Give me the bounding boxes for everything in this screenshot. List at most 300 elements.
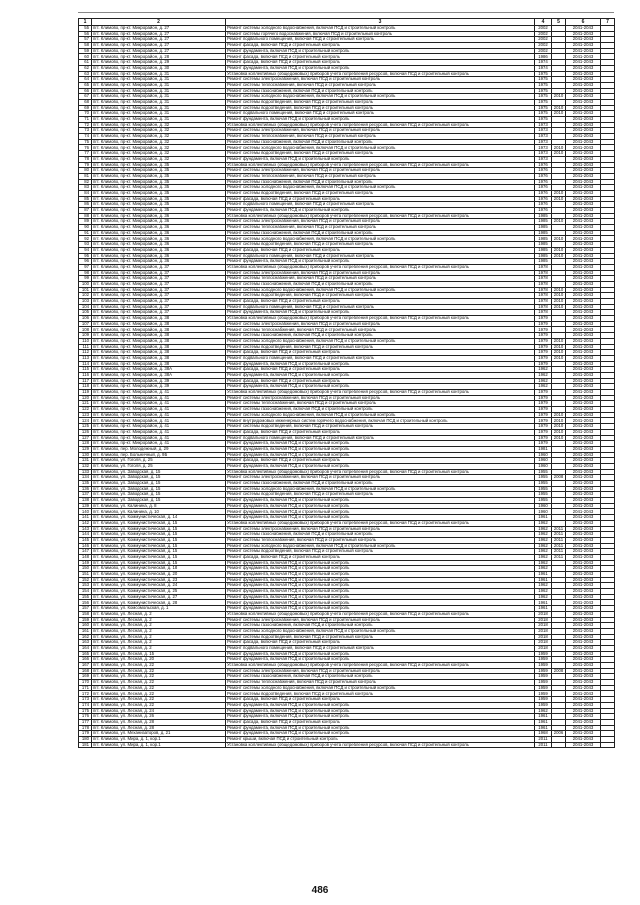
- build-year-cell: 1973: [535, 145, 552, 151]
- address-cell: пгт. Климово, пр-кт. Микрорайон, д. 38А: [92, 372, 226, 378]
- planned-period-cell: 2041-2043: [566, 549, 601, 555]
- row-number: 94: [79, 247, 92, 253]
- planned-period-cell: 2041-2043: [566, 54, 601, 60]
- build-year-cell: 1979: [535, 441, 552, 447]
- last-repair-year-cell: 2010: [552, 304, 566, 310]
- planned-period-cell: 2041-2043: [566, 719, 601, 725]
- build-year-cell: 1978: [535, 299, 552, 305]
- planned-period-cell: 2041-2043: [566, 560, 601, 566]
- work-type-cell: Ремонт системы газоснабжения, включая ПСД и строительный контроль: [226, 407, 535, 413]
- work-type-cell: Установка коллективных (общедомовых) приборов учета потребления ресурсов, включая ПСД и строительный контроль: [226, 390, 535, 396]
- row-number: 62: [79, 65, 92, 71]
- build-year-cell: 1975: [535, 99, 552, 105]
- work-type-cell: Установка коллективных (общедомовых) приборов учета потребления ресурсов, включая ПСД и строительный контроль: [226, 520, 535, 526]
- planned-period-cell: 2041-2043: [566, 731, 601, 737]
- planned-period-cell: 2041-2043: [566, 429, 601, 435]
- planned-period-cell: 2041-2043: [566, 111, 601, 117]
- row-number: 77: [79, 151, 92, 157]
- build-year-cell: 1985: [535, 230, 552, 236]
- row-number: 174: [79, 702, 92, 708]
- address-cell: пгт. Климово, пр-кт. Микрорайон, д. 35: [92, 202, 226, 208]
- work-type-cell: Ремонт фундамента, включая ПСД и строительный контроль: [226, 606, 535, 612]
- build-year-cell: 1985: [535, 225, 552, 231]
- row-number: 104: [79, 304, 92, 310]
- address-cell: пгт. Климово, ул. Комсомольская, д. 1: [92, 606, 226, 612]
- row-number: 154: [79, 589, 92, 595]
- planned-period-cell: 2041-2043: [566, 702, 601, 708]
- work-type-cell: Ремонт системы электроснабжения, включая ПСД и строительный контроль: [226, 219, 535, 225]
- address-cell: пгт. Климово, ул. Заводская, д. 15: [92, 469, 226, 475]
- build-year-cell: 1976: [535, 196, 552, 202]
- planned-period-cell: 2041-2043: [566, 520, 601, 526]
- planned-period-cell: 2041-2043: [566, 418, 601, 424]
- build-year-cell: 2018: [535, 645, 552, 651]
- work-type-cell: Ремонт внутридомовых инженерных систем горячего водоснабжения, включая ПСД и строительный контроль: [226, 418, 535, 424]
- last-repair-year-cell: 2010: [552, 105, 566, 111]
- row-number: 56: [79, 31, 92, 37]
- row-number: 74: [79, 134, 92, 140]
- work-type-cell: Установка коллективных (общедомовых) приборов учета потребления ресурсов, включая ПСД и строительный контроль: [226, 264, 535, 270]
- row-number: 177: [79, 719, 92, 725]
- address-cell: пгт. Климово, пр-кт. Микрорайон, д. 35: [92, 190, 226, 196]
- planned-period-cell: 2041-2043: [566, 276, 601, 282]
- work-type-cell: Ремонт фундамента, включая ПСД и строительный контроль: [226, 117, 535, 123]
- address-cell: пгт. Климово, пр-кт. Микрорайон, д. 37: [92, 276, 226, 282]
- work-type-cell: Ремонт системы газоснабжения, включая ПСД и строительный контроль: [226, 333, 535, 339]
- planned-period-cell: 2041-2043: [566, 219, 601, 225]
- build-year-cell: 1979: [535, 338, 552, 344]
- planned-period-cell: 2041-2043: [566, 554, 601, 560]
- work-type-cell: Ремонт системы газоснабжения, включая ПСД и строительный контроль: [226, 481, 535, 487]
- planned-period-cell: 2041-2043: [566, 481, 601, 487]
- address-cell: пгт. Климово, пр-кт. Микрорайон, д. 35: [92, 162, 226, 168]
- work-type-cell: Ремонт системы газоснабжения, включая ПСД и строительный контроль: [226, 230, 535, 236]
- build-year-cell: 1955: [535, 498, 552, 504]
- address-cell: пгт. Климово, пр-кт. Микрорайон, д. 39: [92, 384, 226, 390]
- work-type-cell: Ремонт фасада, включая ПСД и строительный контроль: [226, 378, 535, 384]
- build-year-cell: 1961: [535, 606, 552, 612]
- address-cell: пгт. Климово, ул. Коммунистическая, д. 15: [92, 549, 226, 555]
- row-number: 81: [79, 173, 92, 179]
- planned-period-cell: 2041-2043: [566, 316, 601, 322]
- work-type-cell: Ремонт фасада, включая ПСД и строительный контроль: [226, 43, 535, 49]
- row-number: 91: [79, 230, 92, 236]
- address-cell: пгт. Климово, пер. Молодежный, д. 29: [92, 446, 226, 452]
- row-number: 133: [79, 469, 92, 475]
- work-type-cell: Ремонт подвального помещения, включая ПСД и строительный контроль: [226, 304, 535, 310]
- address-cell: пгт. Климово, пр-кт. Микрорайон, д. 28: [92, 54, 226, 60]
- row-number: 130: [79, 452, 92, 458]
- build-year-cell: 1978: [535, 281, 552, 287]
- work-type-cell: Ремонт системы холодного водоснабжения, включая ПСД и строительный контроль: [226, 236, 535, 242]
- planned-period-cell: 2041-2043: [566, 446, 601, 452]
- row-number: 150: [79, 566, 92, 572]
- work-type-cell: Ремонт системы горячего водоснабжения, включая ПСД и строительный контроль: [226, 31, 535, 37]
- build-year-cell: 1959: [535, 697, 552, 703]
- row-number: 143: [79, 526, 92, 532]
- planned-period-cell: 2041-2043: [566, 657, 601, 663]
- address-cell: пгт. Климово, ул. Коммунистическая, д. 18: [92, 566, 226, 572]
- address-cell: пгт. Климово, пр-кт. Микрорайон, д. 38: [92, 321, 226, 327]
- build-year-cell: 1979: [535, 435, 552, 441]
- address-cell: пгт. Климово, пр-кт. Микрорайон, д. 41: [92, 395, 226, 401]
- row-number: 96: [79, 259, 92, 265]
- planned-period-cell: 2041-2043: [566, 441, 601, 447]
- row-number: 85: [79, 196, 92, 202]
- work-type-cell: Ремонт фундамента, включая ПСД и строительный контроль: [226, 498, 535, 504]
- planned-period-cell: 2041-2043: [566, 310, 601, 316]
- work-type-cell: Установка коллективных (общедомовых) приборов учета потребления ресурсов, включая ПСД и строительный контроль: [226, 742, 535, 748]
- address-cell: пгт. Климово, пр-кт. Микрорайон, д. 38: [92, 361, 226, 367]
- address-cell: пгт. Климово, ул. Коммунистическая, д. 15: [92, 532, 226, 538]
- row-number: 82: [79, 179, 92, 185]
- work-type-cell: Ремонт крыши, включая ПСД и строительный контроль: [226, 736, 535, 742]
- row-number: 58: [79, 43, 92, 49]
- address-cell: пгт. Климово, пр-кт. Микрорайон, д. 41: [92, 429, 226, 435]
- work-type-cell: Ремонт системы водоотведения, включая ПСД и строительный контроль: [226, 424, 535, 430]
- address-cell: пгт. Климово, ул. Заводская, д. 15: [92, 475, 226, 481]
- work-type-cell: Ремонт фундамента, включая ПСД и строительный контроль: [226, 594, 535, 600]
- build-year-cell: 1979: [535, 361, 552, 367]
- build-year-cell: 1961: [535, 725, 552, 731]
- last-repair-year-cell: 2010: [552, 299, 566, 305]
- row-number: 140: [79, 509, 92, 515]
- work-type-cell: Ремонт подвального помещения, включая ПСД и строительный контроль: [226, 37, 535, 43]
- row-number: 158: [79, 611, 92, 617]
- build-year-cell: 1960: [535, 452, 552, 458]
- work-type-cell: Ремонт фундамента, включая ПСД и строительный контроль: [226, 600, 535, 606]
- work-type-cell: Ремонт фундамента, включая ПСД и строительный контроль: [226, 503, 535, 509]
- address-cell: пгт. Климово, пр-кт. Микрорайон, д. 35: [92, 173, 226, 179]
- work-type-cell: Ремонт системы газоснабжения, включая ПСД и строительный контроль: [226, 88, 535, 94]
- address-cell: пгт. Климово, ул. Коммунистическая, д. 24: [92, 583, 226, 589]
- row-number: 109: [79, 333, 92, 339]
- row-number: 106: [79, 316, 92, 322]
- build-year-cell: 1979: [535, 395, 552, 401]
- planned-period-cell: 2041-2043: [566, 299, 601, 305]
- address-cell: пгт. Климово, пр-кт. Микрорайон, д. 41: [92, 441, 226, 447]
- build-year-cell: 1979: [535, 390, 552, 396]
- work-type-cell: Ремонт системы холодного водоснабжения, включая ПСД и строительный контроль: [226, 685, 535, 691]
- planned-period-cell: 2041-2043: [566, 168, 601, 174]
- row-number: 162: [79, 634, 92, 640]
- row-number: 165: [79, 651, 92, 657]
- address-cell: пгт. Климово, пр-кт. Микрорайон, д. 35: [92, 168, 226, 174]
- build-year-cell: 2011: [535, 736, 552, 742]
- row-number: 84: [79, 190, 92, 196]
- address-cell: пгт. Климово, пр-кт. Микрорайон, д. 41: [92, 424, 226, 430]
- planned-period-cell: 2041-2043: [566, 350, 601, 356]
- build-year-cell: 1960: [535, 463, 552, 469]
- last-repair-year-cell: 2010: [552, 94, 566, 100]
- work-type-cell: Ремонт фасада, включая ПСД и строительный контроль: [226, 554, 535, 560]
- address-cell: пгт. Климово, пр-кт. Микрорайон, д. 31: [92, 111, 226, 117]
- planned-period-cell: 2041-2043: [566, 395, 601, 401]
- planned-period-cell: 2041-2043: [566, 134, 601, 140]
- work-type-cell: Ремонт фундамента, включая ПСД и строительный контроль: [226, 714, 535, 720]
- top-rule: [78, 12, 614, 13]
- build-year-cell: 1955: [535, 481, 552, 487]
- row-number: 111: [79, 344, 92, 350]
- address-cell: пгт. Климово, ул. Коммунистическая, д. 20: [92, 572, 226, 578]
- address-cell: пгт. Климово, пр-кт. Микрорайон, д. 38: [92, 350, 226, 356]
- row-number: 180: [79, 736, 92, 742]
- planned-period-cell: 2041-2043: [566, 424, 601, 430]
- address-cell: пгт. Климово, пр-кт. Микрорайон, д. 30: [92, 65, 226, 71]
- work-type-cell: Ремонт системы газоснабжения, включая ПСД и строительный контроль: [226, 623, 535, 629]
- address-cell: пгт. Климово, пр-кт. Микрорайон, д. 38А: [92, 367, 226, 373]
- work-type-cell: Установка коллективных (общедомовых) приборов учета потребления ресурсов, включая ПСД и строительный контроль: [226, 122, 535, 128]
- last-repair-year-cell: 2010: [552, 429, 566, 435]
- build-year-cell: 1962: [535, 384, 552, 390]
- planned-period-cell: 2041-2043: [566, 390, 601, 396]
- address-cell: пгт. Климово, пр-кт. Микрорайон, д. 38: [92, 333, 226, 339]
- planned-period-cell: 2041-2043: [566, 680, 601, 686]
- row-number: 103: [79, 299, 92, 305]
- row-number: 88: [79, 213, 92, 219]
- address-cell: пгт. Климово, пр-кт. Микрорайон, д. 31: [92, 88, 226, 94]
- last-repair-year-cell: 2010: [552, 145, 566, 151]
- row-number: 138: [79, 498, 92, 504]
- row-number: 114: [79, 361, 92, 367]
- row-number: 119: [79, 390, 92, 396]
- work-type-cell: Ремонт фасада, включая ПСД и строительный контроль: [226, 719, 535, 725]
- address-cell: пгт. Климово, пр-кт. Микрорайон, д. 31: [92, 99, 226, 105]
- work-type-cell: Ремонт системы теплоснабжения, включая ПСД и строительный контроль: [226, 225, 535, 231]
- work-type-cell: Ремонт системы теплоснабжения, включая ПСД и строительный контроль: [226, 537, 535, 543]
- work-type-cell: Ремонт системы водоотведения, включая ПСД и строительный контроль: [226, 99, 535, 105]
- build-year-cell: 2018: [535, 617, 552, 623]
- row-number: 151: [79, 572, 92, 578]
- work-type-cell: Ремонт подвального помещения, включая ПСД и строительный контроль: [226, 435, 535, 441]
- build-year-cell: 1962: [535, 594, 552, 600]
- planned-period-cell: 2041-2043: [566, 151, 601, 157]
- work-type-cell: Ремонт фундамента, включая ПСД и строительный контроль: [226, 515, 535, 521]
- address-cell: пгт. Климово, пр-кт. Микрорайон, д. 39: [92, 378, 226, 384]
- row-number: 156: [79, 600, 92, 606]
- build-year-cell: 1973: [535, 128, 552, 134]
- address-cell: пгт. Климово, ул. Коммунистическая, д. 23: [92, 577, 226, 583]
- build-year-cell: 1975: [535, 77, 552, 83]
- work-type-cell: Ремонт фасада, включая ПСД и строительный контроль: [226, 367, 535, 373]
- planned-period-cell: 2041-2043: [566, 526, 601, 532]
- planned-period-cell: 2041-2043: [566, 469, 601, 475]
- work-type-cell: Ремонт системы теплоснабжения, включая ПСД и строительный контроль: [226, 276, 535, 282]
- planned-period-cell: 2041-2043: [566, 259, 601, 265]
- column-header: 4: [535, 19, 552, 26]
- address-cell: пгт. Климово, пр-кт. Микрорайон, д. 31: [92, 105, 226, 111]
- row-number: 127: [79, 435, 92, 441]
- build-year-cell: 1961: [535, 719, 552, 725]
- build-year-cell: 2018: [535, 640, 552, 646]
- last-repair-year-cell: 2010: [552, 196, 566, 202]
- build-year-cell: 2002: [535, 43, 552, 49]
- address-cell: пгт. Климово, пер. Больничный, д. 9Б: [92, 452, 226, 458]
- work-type-cell: Ремонт системы газоснабжения, включая ПСД и строительный контроль: [226, 139, 535, 145]
- row-number: 152: [79, 577, 92, 583]
- planned-period-cell: 2041-2043: [566, 122, 601, 128]
- build-year-cell: 1979: [535, 350, 552, 356]
- row-number: 168: [79, 668, 92, 674]
- planned-period-cell: 2041-2043: [566, 463, 601, 469]
- work-type-cell: Ремонт системы теплоснабжения, включая ПСД и строительный контроль: [226, 82, 535, 88]
- planned-period-cell: 2041-2043: [566, 628, 601, 634]
- address-cell: пгт. Климово, пр-кт. Микрорайон, д. 36: [92, 247, 226, 253]
- work-type-cell: Ремонт подвального помещения, включая ПСД и строительный контроль: [226, 645, 535, 651]
- page-number: 486: [311, 885, 329, 896]
- row-number: 169: [79, 674, 92, 680]
- planned-period-cell: 2041-2043: [566, 634, 601, 640]
- row-number: 89: [79, 219, 92, 225]
- build-year-cell: 1959: [535, 657, 552, 663]
- row-number: 67: [79, 94, 92, 100]
- row-number: 63: [79, 71, 92, 77]
- last-repair-year-cell: 2011: [552, 549, 566, 555]
- work-type-cell: Ремонт фундамента, включая ПСД и строительный контроль: [226, 731, 535, 737]
- build-year-cell: 1960: [535, 503, 552, 509]
- work-type-cell: Ремонт фундамента, включая ПСД и строительный контроль: [226, 702, 535, 708]
- address-cell: пгт. Климово, ул. Лесная, д. 2: [92, 640, 226, 646]
- work-type-cell: Ремонт подвального помещения, включая ПСД и строительный контроль: [226, 111, 535, 117]
- row-number: 87: [79, 208, 92, 214]
- work-type-cell: Ремонт системы электроснабжения, включая ПСД и строительный контроль: [226, 128, 535, 134]
- row-number: 172: [79, 691, 92, 697]
- planned-period-cell: 2041-2043: [566, 156, 601, 162]
- address-cell: пгт. Климово, пр-кт. Микрорайон, д. 36: [92, 253, 226, 259]
- build-year-cell: 1959: [535, 674, 552, 680]
- row-number: 135: [79, 481, 92, 487]
- planned-period-cell: 2041-2043: [566, 543, 601, 549]
- planned-period-cell: 2041-2043: [566, 333, 601, 339]
- repair-schedule-table: [78, 18, 615, 748]
- build-year-cell: 1962: [535, 554, 552, 560]
- planned-period-cell: 2041-2043: [566, 515, 601, 521]
- row-number: 105: [79, 310, 92, 316]
- planned-period-cell: 2041-2043: [566, 355, 601, 361]
- last-repair-year-cell: 2010: [552, 190, 566, 196]
- planned-period-cell: 2041-2043: [566, 668, 601, 674]
- row-number: 108: [79, 327, 92, 333]
- work-type-cell: Установка коллективных (общедомовых) приборов учета потребления ресурсов, включая ПСД и строительный контроль: [226, 663, 535, 669]
- row-number: 147: [79, 549, 92, 555]
- planned-period-cell: 2041-2043: [566, 651, 601, 657]
- planned-period-cell: 2041-2043: [566, 691, 601, 697]
- work-type-cell: Ремонт системы водоотведения, включая ПСД и строительный контроль: [226, 190, 535, 196]
- column-header: 5: [552, 19, 566, 26]
- planned-period-cell: 2041-2043: [566, 645, 601, 651]
- build-year-cell: 1959: [535, 685, 552, 691]
- work-type-cell: Ремонт фундамента, включая ПСД и строительный контроль: [226, 384, 535, 390]
- work-type-cell: Ремонт фасада, включая ПСД и строительный контроль: [226, 429, 535, 435]
- address-cell: пгт. Климово, ул. Заводская, д. 15: [92, 481, 226, 487]
- work-type-cell: Ремонт системы водоотведения, включая ПСД и строительный контроль: [226, 549, 535, 555]
- planned-period-cell: 2041-2043: [566, 77, 601, 83]
- address-cell: пгт. Климово, пр-кт. Микрорайон, д. 35: [92, 196, 226, 202]
- work-type-cell: Ремонт системы холодного водоснабжения, включая ПСД и строительный контроль: [226, 543, 535, 549]
- build-year-cell: 1975: [535, 117, 552, 123]
- address-cell: пгт. Климово, ул. Лесная, д. 2: [92, 634, 226, 640]
- row-number: 129: [79, 446, 92, 452]
- build-year-cell: 1978: [535, 304, 552, 310]
- address-cell: пгт. Климово, ул. Механизаторов, д. 21: [92, 731, 226, 737]
- address-cell: пгт. Климово, ул. Заводская, д. 15: [92, 498, 226, 504]
- build-year-cell: 1985: [535, 213, 552, 219]
- address-cell: пгт. Климово, ул. Лесная, д. 26: [92, 714, 226, 720]
- address-cell: пгт. Климово, пр-кт. Микрорайон, д. 27: [92, 37, 226, 43]
- row-number: 176: [79, 714, 92, 720]
- build-year-cell: 1961: [535, 714, 552, 720]
- last-repair-year-cell: 2010: [552, 338, 566, 344]
- planned-period-cell: 2041-2043: [566, 26, 601, 32]
- row-number: 107: [79, 321, 92, 327]
- address-cell: пгт. Климово, ул. Лесная, д. 22: [92, 668, 226, 674]
- address-cell: пгт. Климово, ул. Лесная, д. 2: [92, 623, 226, 629]
- address-cell: пгт. Климово, ул. Лесная, д. 22: [92, 697, 226, 703]
- build-year-cell: 1976: [535, 173, 552, 179]
- build-year-cell: 1976: [535, 185, 552, 191]
- address-cell: пгт. Климово, пр-кт. Микрорайон, д. 37: [92, 264, 226, 270]
- planned-period-cell: 2041-2043: [566, 685, 601, 691]
- address-cell: пгт. Климово, пр-кт. Микрорайон, д. 38: [92, 316, 226, 322]
- planned-period-cell: 2041-2043: [566, 48, 601, 54]
- work-type-cell: Ремонт системы холодного водоснабжения, включая ПСД и строительный контроль: [226, 486, 535, 492]
- address-cell: пгт. Климово, пр-кт. Микрорайон, д. 35: [92, 208, 226, 214]
- address-cell: пгт. Климово, пр-кт. Микрорайон, д. 36: [92, 225, 226, 231]
- work-type-cell: Ремонт подвального помещения, включая ПСД и строительный контроль: [226, 202, 535, 208]
- column-header: 2: [92, 19, 226, 26]
- build-year-cell: 1979: [535, 321, 552, 327]
- build-year-cell: 1955: [535, 469, 552, 475]
- address-cell: пгт. Климово, ул. Коммунистическая, д. 14: [92, 515, 226, 521]
- last-repair-year-cell: 2010: [552, 111, 566, 117]
- work-type-cell: Ремонт фундамента, включая ПСД и строительный контроль: [226, 310, 535, 316]
- row-number: 80: [79, 168, 92, 174]
- address-cell: пгт. Климово, ул. Лесная, д. 22: [92, 680, 226, 686]
- last-repair-year-cell: 2010: [552, 236, 566, 242]
- build-year-cell: 1973: [535, 156, 552, 162]
- work-type-cell: Ремонт системы теплоснабжения, включая ПСД и строительный контроль: [226, 173, 535, 179]
- address-cell: пгт. Климово, пр-кт. Микрорайон, д. 32: [92, 145, 226, 151]
- work-type-cell: Ремонт системы электроснабжения, включая ПСД и строительный контроль: [226, 168, 535, 174]
- planned-period-cell: 2041-2043: [566, 37, 601, 43]
- build-year-cell: 1975: [535, 82, 552, 88]
- build-year-cell: 1975: [535, 111, 552, 117]
- row-number: 167: [79, 663, 92, 669]
- last-repair-year-cell: 2008: [552, 475, 566, 481]
- work-type-cell: Ремонт фундамента, включая ПСД и строительный контроль: [226, 452, 535, 458]
- build-year-cell: 1976: [535, 202, 552, 208]
- column-header: 1: [79, 19, 92, 26]
- row-number: 142: [79, 520, 92, 526]
- capital-repair-table: [78, 18, 614, 748]
- row-number: 146: [79, 543, 92, 549]
- last-repair-year-cell: 2010: [552, 344, 566, 350]
- row-number: 95: [79, 253, 92, 259]
- row-number: 160: [79, 623, 92, 629]
- address-cell: пгт. Климово, пр-кт. Микрорайон, д. 32: [92, 139, 226, 145]
- row-number: 134: [79, 475, 92, 481]
- planned-period-cell: 2041-2043: [566, 43, 601, 49]
- row-number: 93: [79, 242, 92, 248]
- row-number: 170: [79, 680, 92, 686]
- row-number: 116: [79, 372, 92, 378]
- build-year-cell: 1981: [535, 446, 552, 452]
- row-number: 121: [79, 401, 92, 407]
- build-year-cell: 1962: [535, 537, 552, 543]
- row-number: 112: [79, 350, 92, 356]
- work-type-cell: Ремонт фундамента, включая ПСД и строительный контроль: [226, 156, 535, 162]
- address-cell: пгт. Климово, ул. Коммунистическая, д. 15: [92, 537, 226, 543]
